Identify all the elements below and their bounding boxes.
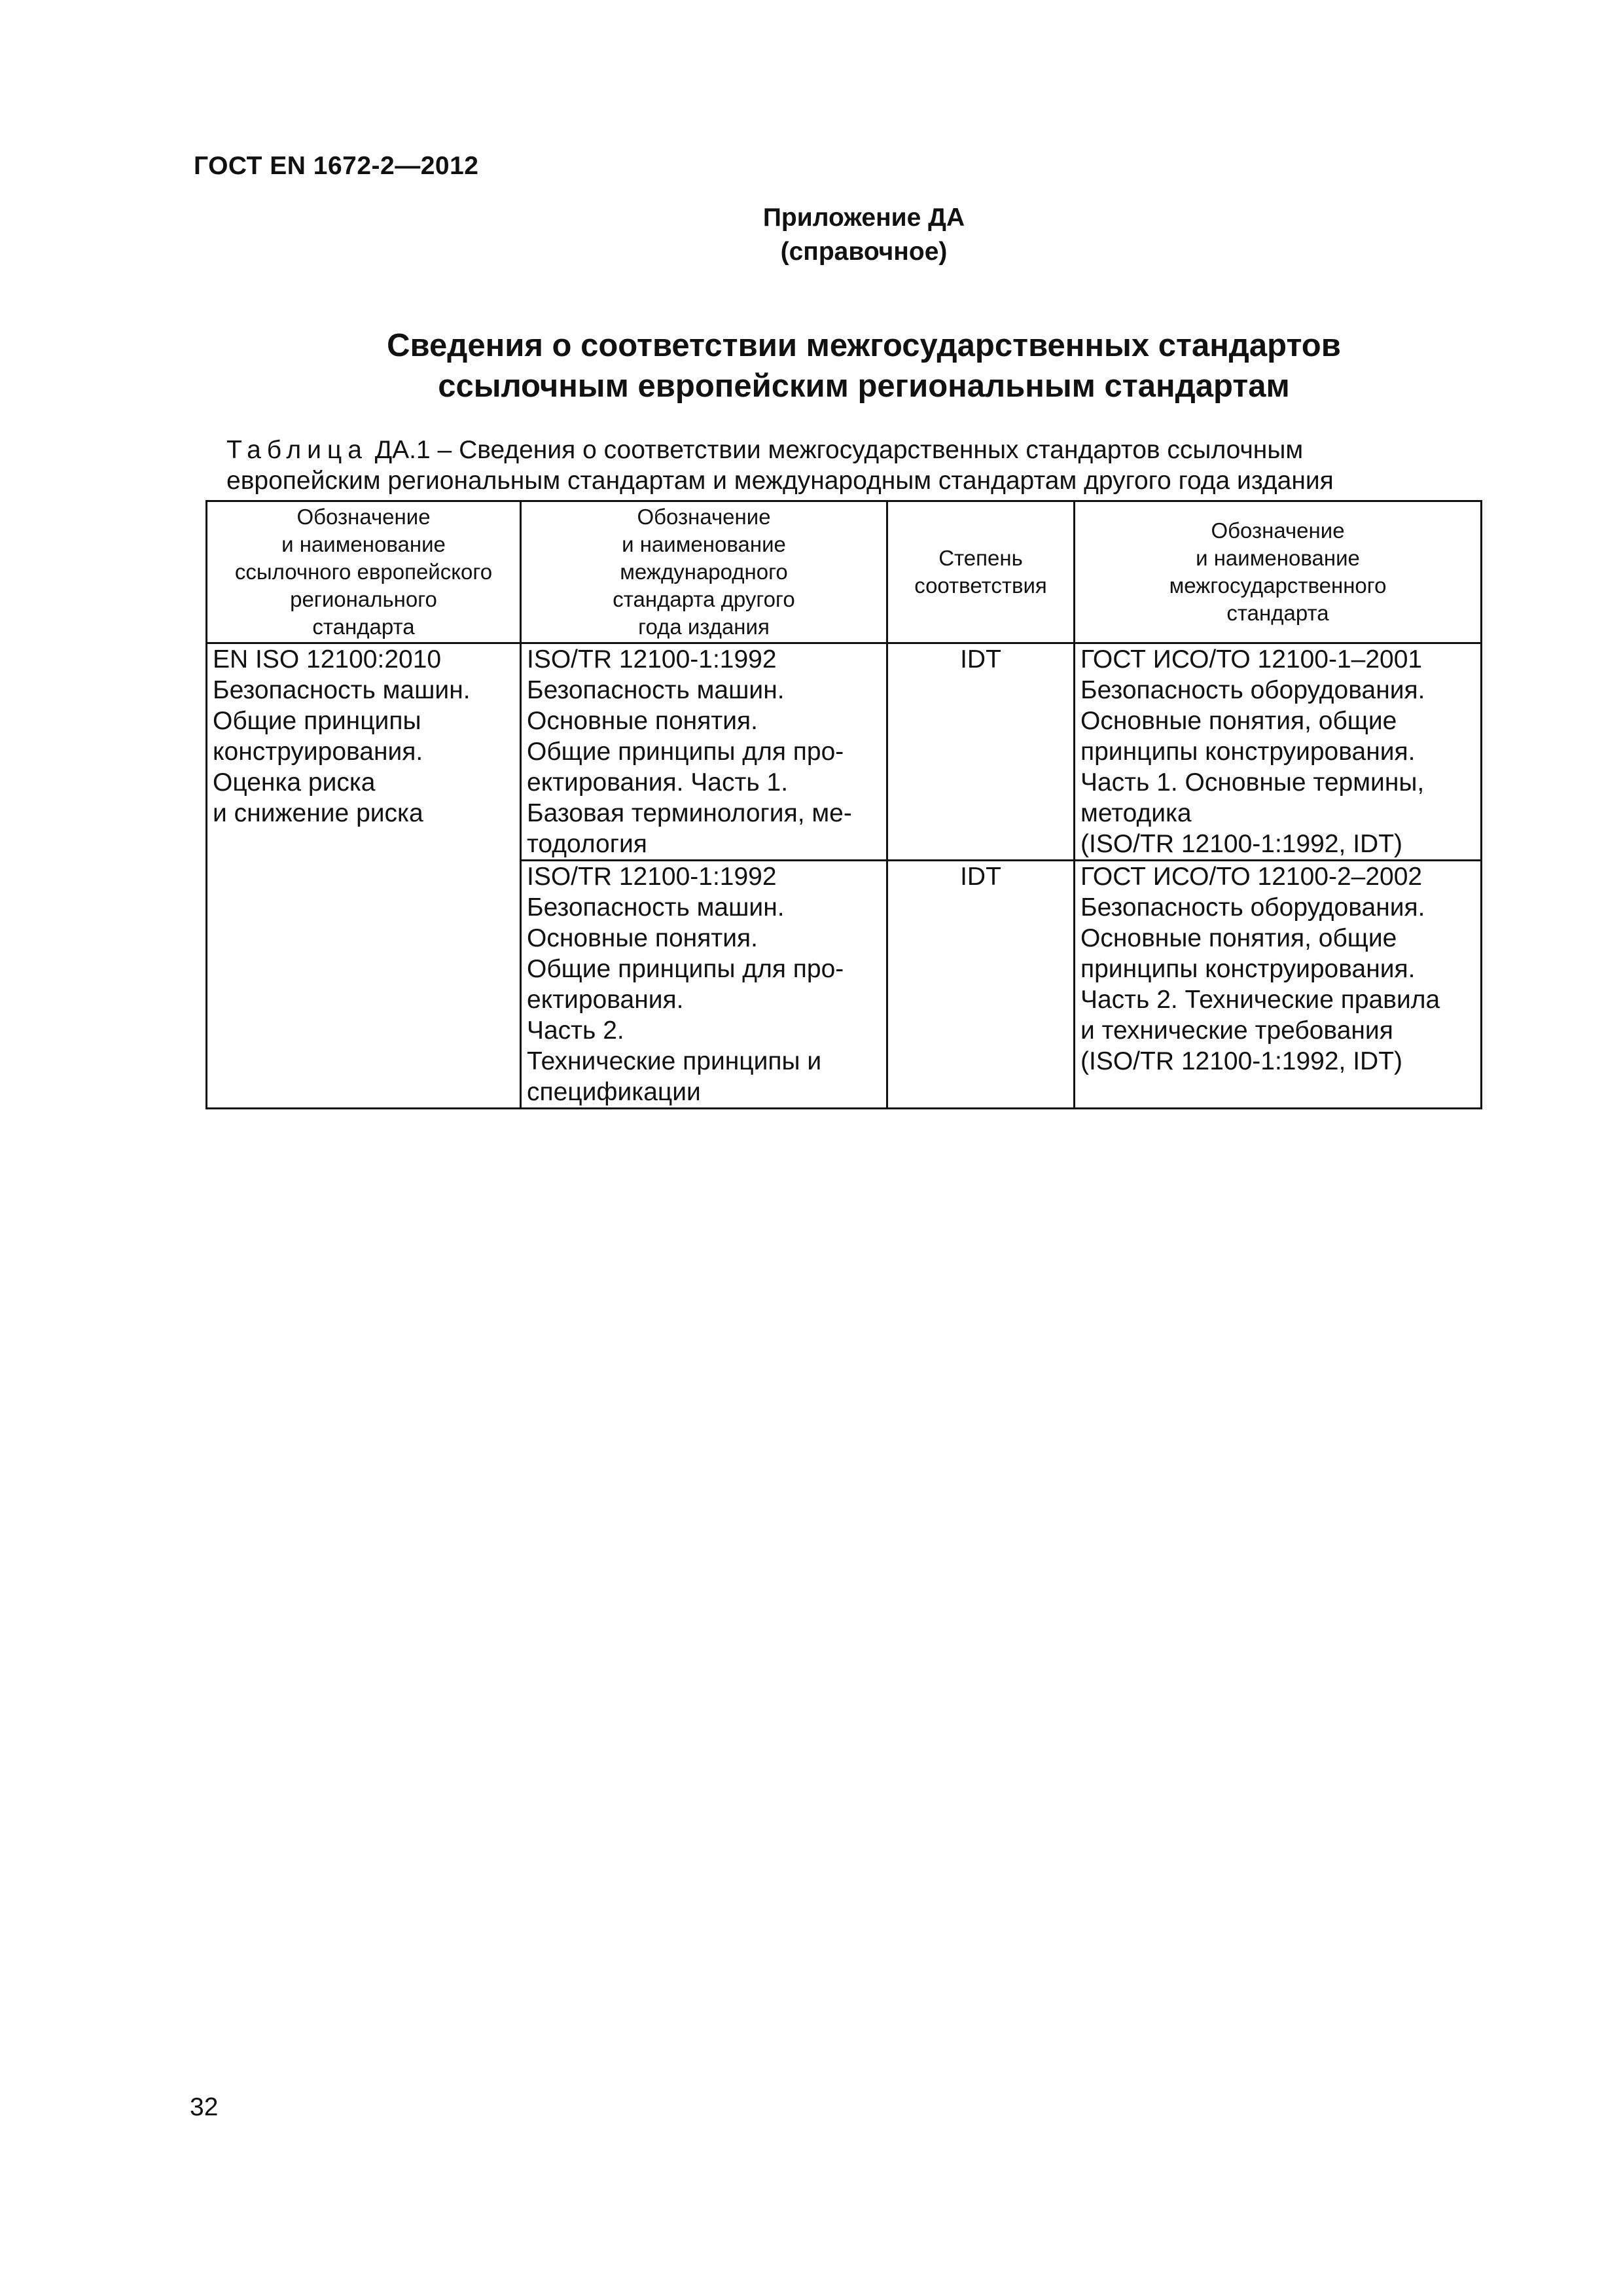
degree-of-conformity-cell: IDT xyxy=(887,643,1075,861)
header-line: соответствия xyxy=(914,573,1047,598)
cell-line: Часть 2. Технические правила xyxy=(1080,986,1440,1014)
cell-line: Основные понятия. xyxy=(527,707,758,735)
cell-line: Основные понятия, общие xyxy=(1080,707,1397,735)
document-code: ГОСТ EN 1672-2—2012 xyxy=(194,152,479,180)
header-line: Обозначение xyxy=(296,505,431,529)
table-caption-line-1 xyxy=(226,435,1503,465)
cell-line: Безопасность оборудования. xyxy=(1080,893,1425,922)
cell-line: спецификации xyxy=(527,1078,701,1106)
header-european-standard xyxy=(207,501,521,643)
cell-line: принципы конструирования. xyxy=(1080,955,1416,983)
cell-line: и технические требования xyxy=(1080,1016,1393,1045)
cell-line: Оценка риска xyxy=(213,768,376,797)
cell-line: ектирования. xyxy=(527,986,684,1014)
table-caption-prefix: Таблица xyxy=(226,436,368,464)
correspondence-table xyxy=(205,500,1482,1109)
cell-line: ISO/TR 12100-1:1992 xyxy=(527,863,777,891)
cell-line: Часть 1. Основные термины, xyxy=(1080,768,1425,797)
cell-line: ГОСТ ИСО/ТО 12100-2–2002 xyxy=(1080,863,1423,891)
header-line: Обозначение xyxy=(637,505,771,529)
header-line: стандарта xyxy=(312,615,415,639)
header-line: и наименование xyxy=(281,532,446,556)
cell-line: Часть 2. xyxy=(527,1016,624,1045)
header-line: межгосударственного xyxy=(1169,573,1387,598)
cell-line: конструирования. xyxy=(213,738,423,766)
table-header-row xyxy=(207,501,1482,643)
header-line: и наименование xyxy=(1196,546,1360,570)
international-standard-cell xyxy=(521,861,887,1109)
cell-line: принципы конструирования. xyxy=(1080,738,1416,766)
header-line: регионального xyxy=(290,587,437,611)
header-line: Обозначение xyxy=(1211,518,1345,543)
table-row xyxy=(207,643,1482,861)
cell-line: и снижение риска xyxy=(213,799,423,827)
cell-line: Безопасность машин. xyxy=(527,676,785,704)
appendix-kind: (справочное) xyxy=(780,238,948,266)
header-line: года издания xyxy=(638,615,770,639)
main-title-line-1: Сведения о соответствии межгосударственных стандартов xyxy=(387,328,1341,363)
appendix-title: Приложение ДА xyxy=(762,204,965,232)
header-line: ссылочного европейского xyxy=(234,560,493,584)
cell-line: тодология xyxy=(527,830,647,858)
header-line: и наименование xyxy=(622,532,786,556)
cell-line: Общие принципы для про- xyxy=(527,738,844,766)
cell-line: Основные понятия. xyxy=(527,924,758,952)
cell-line: Технические принципы и xyxy=(527,1047,822,1075)
cell-line: EN ISO 12100:2010 xyxy=(213,645,442,673)
main-title-line-2: ссылочным европейским региональным стандартам xyxy=(438,368,1290,404)
cell-line: Базовая терминология, ме- xyxy=(527,799,852,827)
interstate-standard-cell xyxy=(1075,861,1482,1109)
cell-line: ГОСТ ИСО/ТО 12100-1–2001 xyxy=(1080,645,1423,673)
international-standard-cell xyxy=(521,643,887,861)
header-line: стандарта другого xyxy=(613,587,795,611)
cell-line: Основные понятия, общие xyxy=(1080,924,1397,952)
cell-line: Общие принципы для про- xyxy=(527,955,844,983)
cell-line: Безопасность оборудования. xyxy=(1080,676,1425,704)
table-caption xyxy=(226,435,1503,496)
header-line: международного xyxy=(620,560,788,584)
cell-line: (ISO/TR 12100-1:1992, IDT) xyxy=(1080,1047,1403,1075)
header-line: стандарта xyxy=(1226,601,1329,625)
cell-line: (ISO/TR 12100-1:1992, IDT) xyxy=(1080,830,1403,858)
header-degree-of-conformity xyxy=(887,501,1075,643)
cell-line: Общие принципы xyxy=(213,707,421,735)
cell-line: ектирования. Часть 1. xyxy=(527,768,789,797)
interstate-standard-cell xyxy=(1075,643,1482,861)
table-caption-line-1-text: ДА.1 – Сведения о соответствии межгосударственных стандартов ссылочным xyxy=(367,436,1304,464)
european-standard-cell xyxy=(207,643,521,1109)
page-number: 32 xyxy=(190,2093,219,2121)
header-interstate-standard xyxy=(1075,501,1482,643)
header-line: Степень xyxy=(938,546,1023,570)
cell-line: Безопасность машин. xyxy=(213,676,471,704)
cell-line: методика xyxy=(1080,799,1192,827)
cell-line: ISO/TR 12100-1:1992 xyxy=(527,645,777,673)
cell-line: Безопасность машин. xyxy=(527,893,785,922)
header-international-standard xyxy=(521,501,887,643)
degree-of-conformity-cell: IDT xyxy=(887,861,1075,1109)
table-caption-line-2: европейским региональным стандартам и международным стандартам другого года издания xyxy=(226,467,1334,495)
